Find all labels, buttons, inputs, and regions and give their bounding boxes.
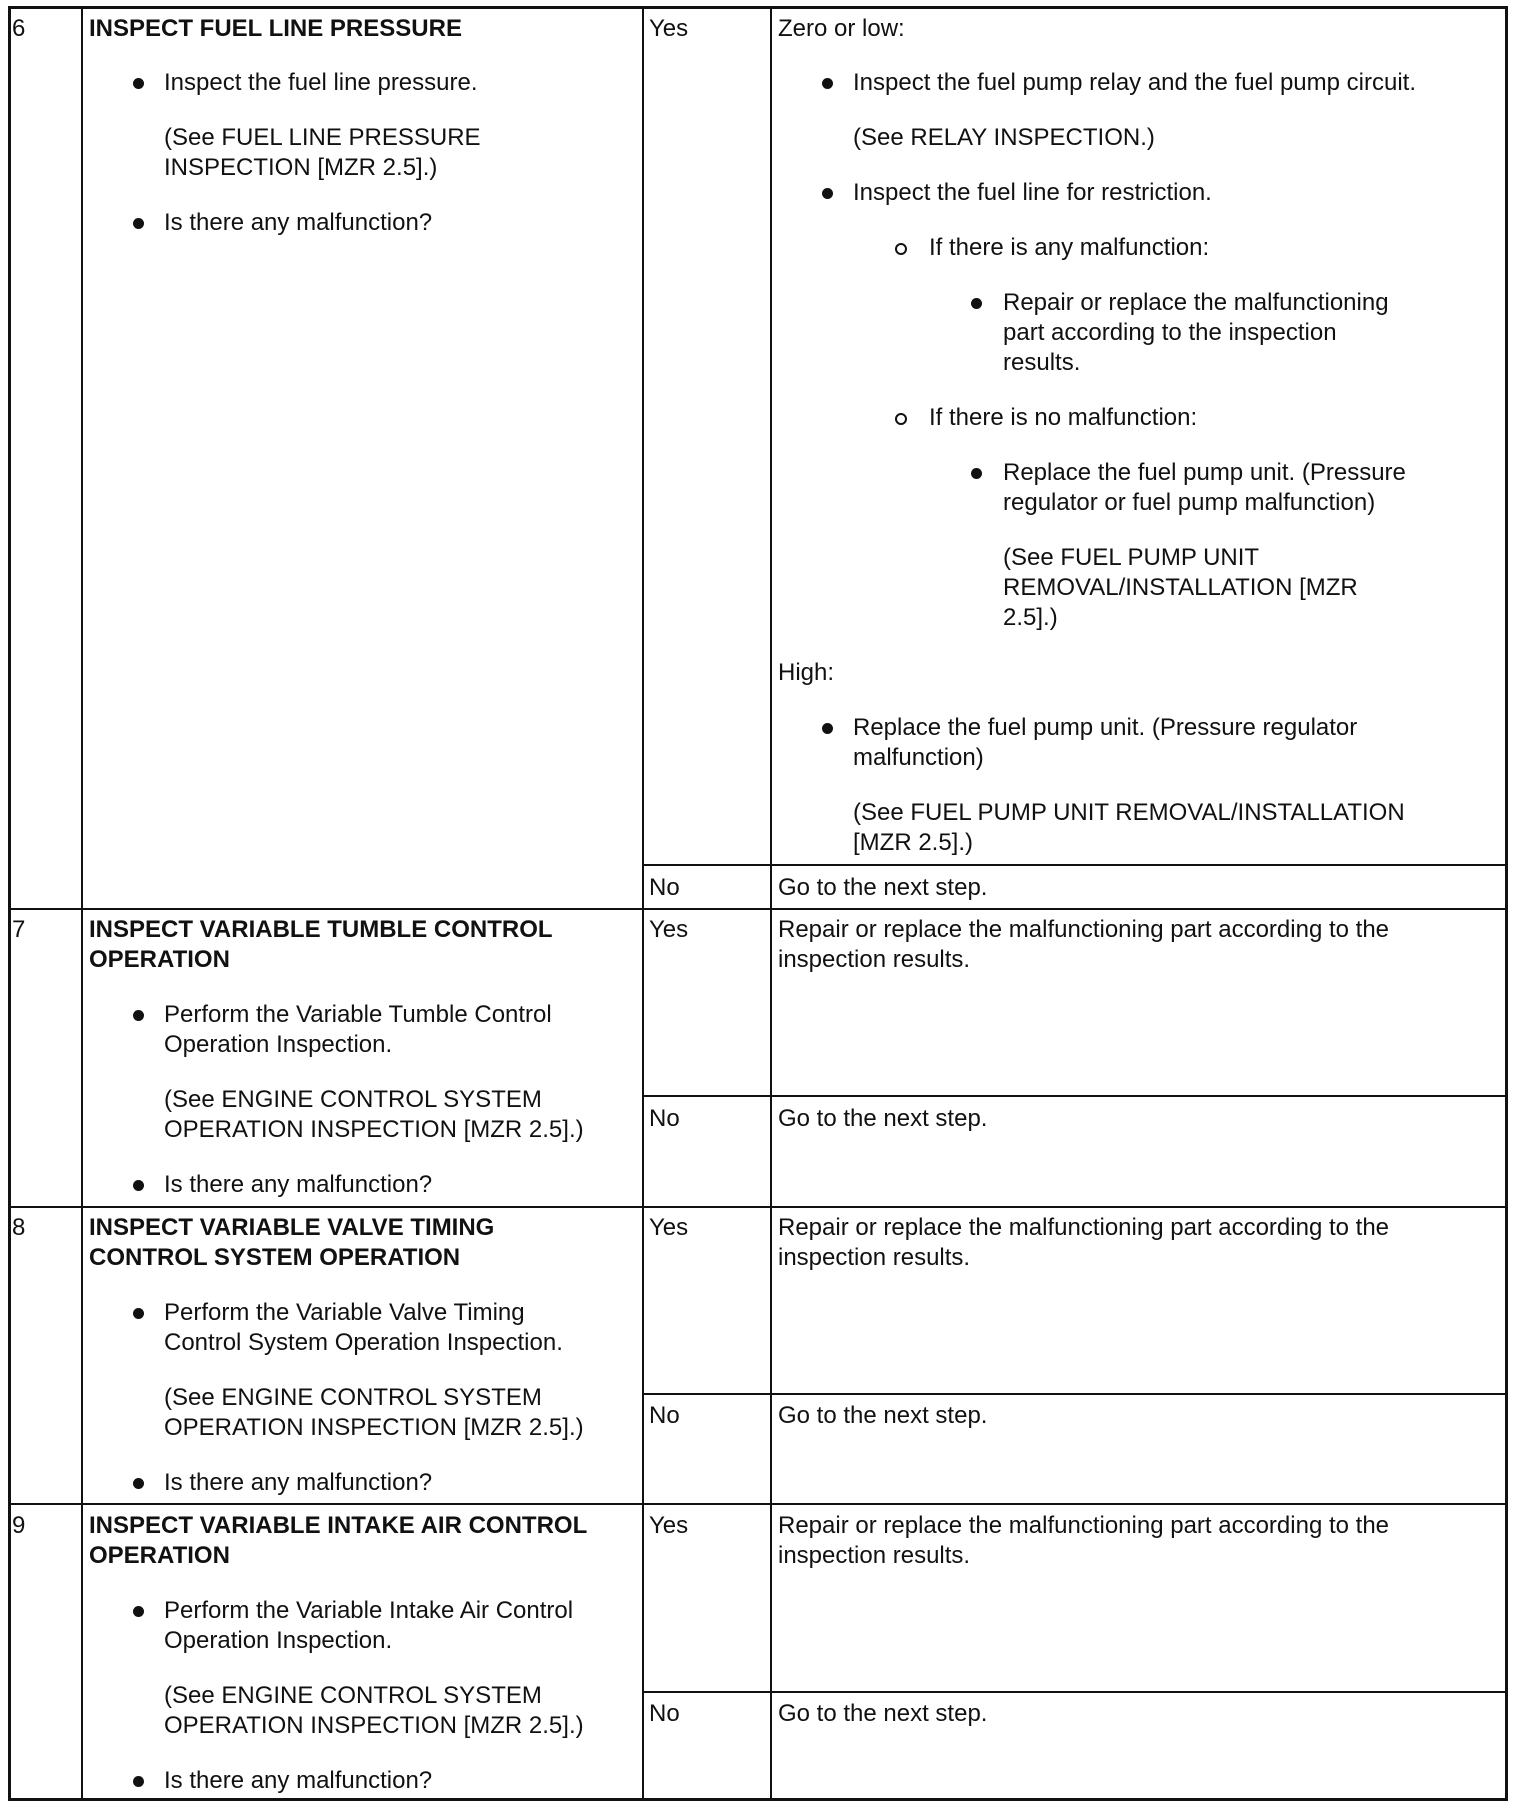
step-number: 8 (12, 1214, 26, 1241)
row-divider (8, 1206, 1508, 1208)
row-divider (8, 1503, 1508, 1505)
sub-reference: REMOVAL/INSTALLATION [MZR (1003, 574, 1358, 601)
row-divider (8, 908, 1508, 910)
step-reference: (See ENGINE CONTROL SYSTEM (164, 1384, 542, 1411)
row-divider (642, 1393, 1508, 1395)
no-label: No (649, 874, 680, 901)
step-title: INSPECT VARIABLE INTAKE AIR CONTROL (89, 1512, 588, 1539)
sub-bullet-icon (895, 413, 907, 425)
bullet-icon (133, 1180, 144, 1191)
no-action: Go to the next step. (778, 1402, 988, 1429)
yes-label: Yes (649, 1214, 689, 1241)
step-instruction: Operation Inspection. (164, 1627, 393, 1654)
row-divider (642, 1095, 1508, 1097)
action-item: Inspect the fuel line for restriction. (853, 179, 1212, 206)
step-title: CONTROL SYSTEM OPERATION (89, 1244, 461, 1271)
row-divider (642, 1691, 1508, 1693)
sub-action: part according to the inspection (1003, 319, 1337, 346)
bullet-icon (822, 78, 833, 89)
no-action: Go to the next step. (778, 874, 988, 901)
step-question: Is there any malfunction? (164, 209, 433, 236)
column-divider (770, 6, 772, 1801)
yes-action: inspection results. (778, 946, 971, 973)
bullet-icon (133, 1776, 144, 1787)
step-instruction: Operation Inspection. (164, 1031, 393, 1058)
sub-reference: 2.5].) (1003, 604, 1058, 631)
step-title: INSPECT VARIABLE TUMBLE CONTROL (89, 916, 553, 943)
bullet-icon (133, 78, 144, 89)
yes-action: Repair or replace the malfunctioning part according to the (778, 916, 1390, 943)
yes-action: Repair or replace the malfunctioning part according to the (778, 1214, 1390, 1241)
yes-action: inspection results. (778, 1542, 971, 1569)
step-reference: OPERATION INSPECTION [MZR 2.5].) (164, 1712, 584, 1739)
sub-condition: If there is any malfunction: (929, 234, 1210, 261)
step-title: OPERATION (89, 1542, 230, 1569)
step-instruction: Perform the Variable Valve Timing (164, 1299, 525, 1326)
sub-condition: If there is no malfunction: (929, 404, 1198, 431)
action-item: Inspect the fuel pump relay and the fuel pump circuit. (853, 69, 1416, 96)
step-title: OPERATION (89, 946, 230, 973)
step-title: INSPECT FUEL LINE PRESSURE (89, 15, 462, 42)
step-instruction: Inspect the fuel line pressure. (164, 69, 478, 96)
action-reference: [MZR 2.5].) (853, 829, 974, 856)
sub-action: Replace the fuel pump unit. (Pressure (1003, 459, 1406, 486)
yes-label: Yes (649, 916, 689, 943)
column-divider (81, 6, 83, 1801)
no-action: Go to the next step. (778, 1700, 988, 1727)
bullet-icon (971, 298, 982, 309)
bullet-icon (133, 1010, 144, 1021)
step-instruction: Perform the Variable Tumble Control (164, 1001, 552, 1028)
action-item: Replace the fuel pump unit. (Pressure regulator (853, 714, 1358, 741)
bullet-icon (133, 1478, 144, 1489)
sub-bullet-icon (895, 243, 907, 255)
step-title: INSPECT VARIABLE VALVE TIMING (89, 1214, 495, 1241)
yes-action: inspection results. (778, 1244, 971, 1271)
step-reference: OPERATION INSPECTION [MZR 2.5].) (164, 1116, 584, 1143)
bullet-icon (822, 723, 833, 734)
no-action: Go to the next step. (778, 1105, 988, 1132)
step-number: 9 (12, 1512, 26, 1539)
step-question: Is there any malfunction? (164, 1171, 433, 1198)
sub-reference: (See FUEL PUMP UNIT (1003, 544, 1260, 571)
step-number: 7 (12, 916, 26, 943)
condition-label: High: (778, 659, 835, 686)
action-item: malfunction) (853, 744, 984, 771)
step-instruction: Control System Operation Inspection. (164, 1329, 563, 1356)
yes-label: Yes (649, 15, 689, 42)
no-label: No (649, 1700, 680, 1727)
bullet-icon (133, 218, 144, 229)
step-question: Is there any malfunction? (164, 1767, 433, 1794)
step-question: Is there any malfunction? (164, 1469, 433, 1496)
sub-action: Repair or replace the malfunctioning (1003, 289, 1389, 316)
step-reference: (See FUEL LINE PRESSURE (164, 124, 481, 151)
sub-action: results. (1003, 349, 1081, 376)
no-label: No (649, 1402, 680, 1429)
row-divider (642, 864, 1508, 866)
yes-action: Repair or replace the malfunctioning part according to the (778, 1512, 1390, 1539)
step-number: 6 (12, 15, 26, 42)
step-reference: (See ENGINE CONTROL SYSTEM (164, 1682, 542, 1709)
yes-label: Yes (649, 1512, 689, 1539)
bullet-icon (971, 468, 982, 479)
step-reference: OPERATION INSPECTION [MZR 2.5].) (164, 1414, 584, 1441)
sub-action: regulator or fuel pump malfunction) (1003, 489, 1376, 516)
condition-label: Zero or low: (778, 15, 905, 42)
action-reference: (See RELAY INSPECTION.) (853, 124, 1155, 151)
column-divider (642, 6, 644, 1801)
step-instruction: Perform the Variable Intake Air Control (164, 1597, 574, 1624)
bullet-icon (822, 188, 833, 199)
step-reference: INSPECTION [MZR 2.5].) (164, 154, 438, 181)
bullet-icon (133, 1308, 144, 1319)
step-reference: (See ENGINE CONTROL SYSTEM (164, 1086, 542, 1113)
no-label: No (649, 1105, 680, 1132)
action-reference: (See FUEL PUMP UNIT REMOVAL/INSTALLATION (853, 799, 1405, 826)
bullet-icon (133, 1606, 144, 1617)
